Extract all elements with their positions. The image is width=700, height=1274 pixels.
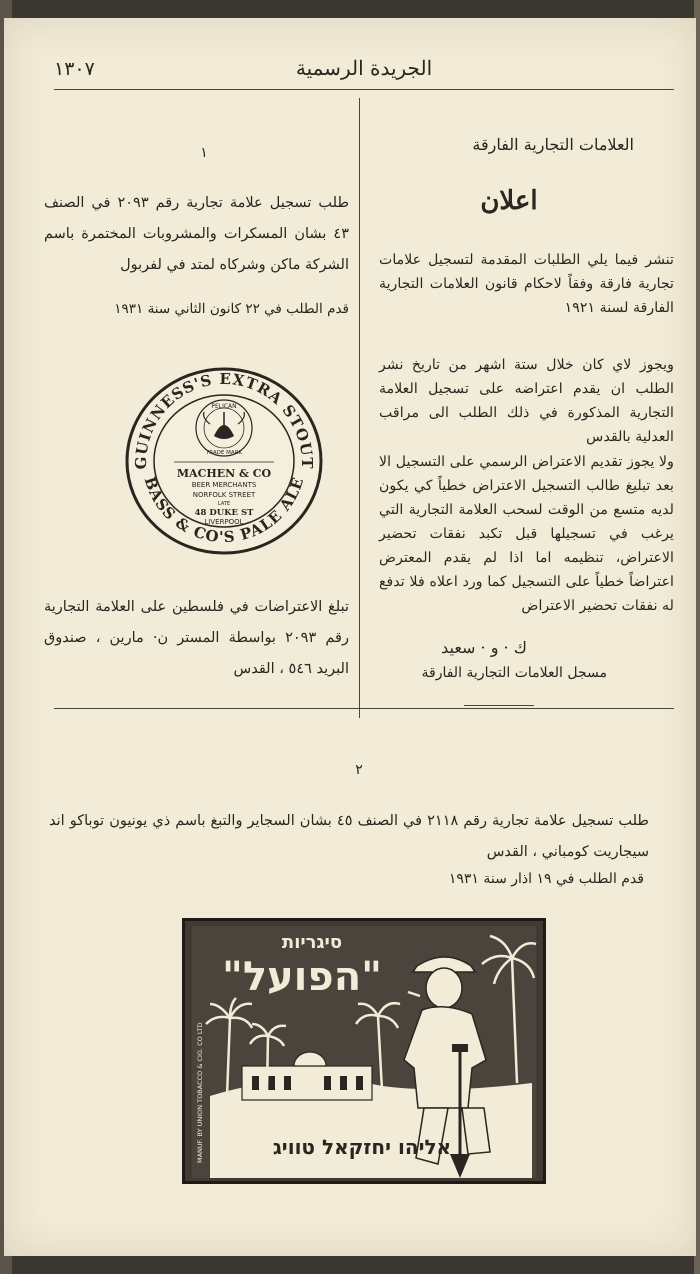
signature-title: مسجل العلامات التجارية الفارقة	[421, 665, 607, 681]
header-rule	[54, 89, 674, 90]
application-2-date: قدم الطلب في ١٩ اذار سنة ١٩٣١	[448, 871, 644, 887]
section-title: العلامات التجارية الفارقة	[472, 135, 634, 154]
gazette-title: الجريدة الرسمية	[295, 56, 433, 80]
label-owner-name: אליהו יחזקאל טוויג	[272, 1135, 452, 1159]
page-number: ١٣٠٧	[54, 58, 95, 80]
label-word-cigarettes: סיגריות	[281, 932, 343, 953]
notice-paragraph-1: تنشر فيما يلي الطلبات المقدمة لتسجيل علامات تجارية فارقة وفقاً لاحكام قانون العلامات التجارية الفارقة لسنة ١٩٢١	[379, 252, 674, 316]
label-maker-name: MACHEN & CO	[176, 467, 272, 480]
label-brand-name: "הפועל"	[221, 954, 383, 1000]
trademark-label-beer	[124, 366, 324, 556]
application-1-text: طلب تسجيل علامة تجارية رقم ٢٠٩٣ في الصنف ٤٣ بشان المسكرات والمشروبات المختمرة باسم الشركة ماكن وشركاه لمتد في لفربول	[44, 195, 349, 273]
label-address-late: LATE	[217, 501, 231, 507]
signature-rule	[464, 705, 534, 706]
trademark-label-cigarettes	[182, 918, 546, 1184]
cigarette-label-graphic	[182, 918, 546, 1184]
notice-paragraph-2: ويجوز لاي كان خلال ستة اشهر من تاريخ نشر الطلب ان يقدم اعتراضه على تسجيل العلامة التجارية المذكورة في ذلك الطلب الى مراقب العدلية بالقدس	[379, 357, 674, 445]
notice-paragraph-3: ولا يجوز تقديم الاعتراض الرسمي على التسجيل الا بعد تبليغ طالب التسجيل الاعتراض خطياً كي يكون لديه متسع من الوقت لسحب العلامة التجارية التي يرغب في تسجيلها قبل تكبد نفقات تحضير الاعتراض، تنظيمه اما اذا لم يقدم المعترض اعتراضاً خطياً على التسجيل كما ورد اعلاه فلا تدفع له نفقات تحضير الاعتراض	[379, 454, 674, 614]
trade-mark-caption: TRADE MARK	[205, 450, 243, 456]
entry-number-2: ٢	[355, 762, 363, 778]
column-divider	[359, 98, 360, 718]
section-rule	[54, 708, 674, 709]
application-2-text: طلب تسجيل علامة تجارية رقم ٢١١٨ في الصنف ٤٥ بشان السجاير والتبغ باسم ذي يونيون توباكو اند سيجاريت كومباني ، القدس	[49, 813, 649, 860]
label-bottom-arc-text: BASS & CO'S PALE ALE	[140, 474, 308, 547]
document-page	[4, 18, 696, 1256]
pelican-caption: PELICAN	[211, 403, 237, 410]
label-maker-trade: BEER MERCHANTS	[191, 481, 257, 489]
beer-label-graphic	[124, 366, 324, 556]
objection-notice-text: تبلغ الاعتراضات في فلسطين على العلامة التجارية رقم ٢٠٩٣ بواسطة المستر ن· مارين ، صندوق البريد ٥٤٦ ، القدس	[44, 599, 349, 677]
entry-number-1: ١	[200, 145, 208, 161]
label-manufacturer-text: MANUF. BY UNION TOBACCO & CIG. CO LTD	[196, 1022, 204, 1163]
label-address-2: 48 DUKE ST	[194, 508, 254, 518]
label-city: LIVERPOOL	[204, 518, 244, 526]
application-1-date: قدم الطلب في ٢٢ كانون الثاني سنة ١٩٣١	[114, 301, 349, 317]
label-top-arc-text: GUINNESS'S EXTRA STOUT	[131, 369, 317, 470]
label-address-1: NORFOLK STREET	[192, 491, 256, 499]
announcement-heading: اعلان	[480, 186, 538, 216]
signature-name: ك · و · سعيد	[441, 638, 527, 657]
